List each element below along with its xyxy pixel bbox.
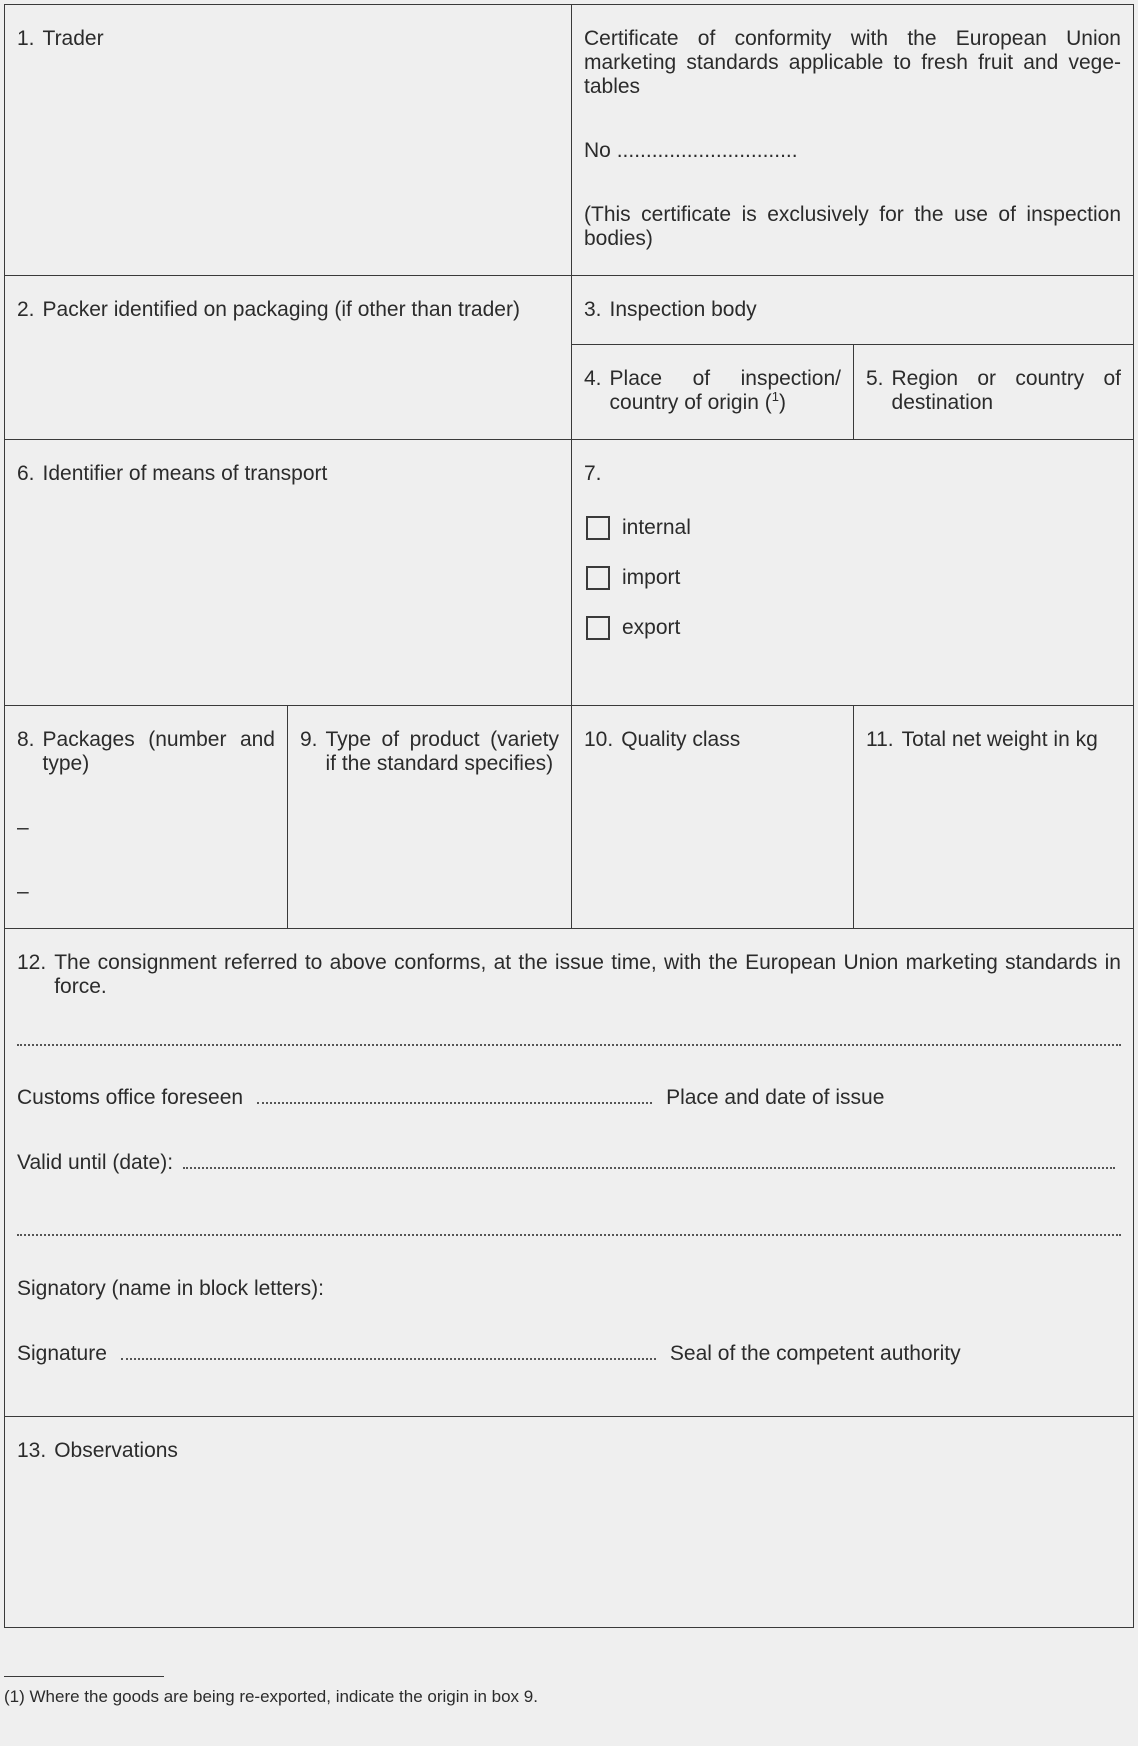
footnote-text: Where the goods are being re-exported, indicate the origin in box 9.	[29, 1687, 538, 1706]
box-number: 7.	[584, 462, 602, 485]
box-label: Quality class	[621, 728, 741, 751]
signature-field[interactable]	[121, 1358, 656, 1360]
valid-row	[17, 1151, 1121, 1175]
signatory-label: Signatory (name in block letters):	[17, 1277, 324, 1300]
box-label: Observations	[54, 1439, 178, 1462]
signature-label: Signature	[17, 1342, 107, 1365]
box-11-net-weight[interactable]	[853, 705, 1134, 929]
footnote-marker: (1)	[4, 1687, 25, 1706]
box-9-product-type[interactable]	[287, 705, 572, 929]
box-5-destination[interactable]	[853, 344, 1134, 440]
box-7-movement-type	[571, 439, 1134, 706]
checkbox-internal[interactable]	[584, 516, 1121, 540]
number-label: No	[584, 139, 611, 162]
box-label: Packages (number and type)	[42, 728, 275, 775]
box-6-transport[interactable]	[4, 439, 572, 706]
checkbox-export[interactable]	[584, 616, 1121, 640]
customs-label: Customs office foreseen	[17, 1086, 244, 1109]
checkbox-label: import	[622, 566, 681, 589]
place-date-label: Place and date of issue	[666, 1086, 885, 1109]
box-label: Region or country of destination	[891, 367, 1121, 414]
box-number: 13.	[17, 1439, 47, 1462]
checkbox-square-icon[interactable]	[586, 616, 610, 640]
box-number: 8.	[17, 728, 35, 751]
box-3-inspection-body[interactable]	[571, 275, 1134, 345]
checkbox-import[interactable]	[584, 566, 1121, 590]
checkbox-square-icon[interactable]	[586, 516, 610, 540]
box-label: Type of product (variety if the standard specifies)	[325, 728, 559, 775]
box-number: 3.	[584, 298, 602, 321]
box-label: The consignment referred to above conforms, at the issue time, with the European Union marketing standards in force.	[54, 951, 1121, 998]
box-4-place-of-inspection[interactable]	[571, 344, 854, 440]
box-number: 12.	[17, 951, 47, 974]
valid-label: Valid until (date):	[17, 1151, 174, 1174]
dotted-line[interactable]	[17, 1234, 1121, 1236]
box-number: 6.	[17, 462, 35, 485]
certificate-number[interactable]	[584, 139, 1121, 163]
box-label: Inspection body	[609, 298, 757, 321]
box-10-quality-class[interactable]	[571, 705, 854, 929]
checkbox-label: internal	[622, 516, 691, 539]
box-label: Place of inspection/ country of origin (	[609, 367, 841, 414]
box-13-observations[interactable]	[4, 1416, 1134, 1628]
box-label: Identifier of means of transport	[42, 462, 328, 485]
list-item: –	[17, 816, 29, 839]
box-2-packer[interactable]	[4, 275, 572, 440]
customs-row	[17, 1086, 1121, 1110]
footnote-rule	[4, 1676, 164, 1677]
box-label: Trader	[42, 27, 104, 50]
footnote-ref: 1	[771, 389, 779, 404]
checkbox-label: export	[622, 616, 681, 639]
box-number: 9.	[300, 728, 318, 751]
box-number: 2.	[17, 298, 35, 321]
certificate-form	[4, 4, 1134, 1624]
box-label-close: )	[779, 391, 786, 414]
certificate-title: Certificate of conformity with the European Union marketing standards applicable to fresh fruit and vege-tables	[584, 27, 1121, 98]
box-12-conformity	[4, 928, 1134, 1417]
dotted-line[interactable]	[17, 1044, 1121, 1046]
signature-row	[17, 1342, 1121, 1366]
box-number: 1.	[17, 27, 35, 50]
box-number: 4.	[584, 367, 602, 390]
box-1-trader[interactable]	[4, 4, 572, 276]
footnote	[4, 1676, 1134, 1707]
list-item: –	[17, 880, 29, 903]
certificate-note: (This certificate is exclusively for the use of inspection bodies)	[584, 203, 1121, 250]
box-label: Total net weight in kg	[901, 728, 1098, 751]
box-number: 10.	[584, 728, 614, 751]
customs-field[interactable]	[257, 1102, 652, 1104]
box-label: Packer identified on packaging (if other than trader)	[42, 298, 520, 321]
seal-label: Seal of the competent authority	[669, 1342, 961, 1365]
number-value: ...............................	[616, 139, 798, 162]
certificate-header	[571, 4, 1134, 276]
box-number: 11.	[866, 728, 894, 751]
box-number: 5.	[866, 367, 884, 390]
valid-field[interactable]	[183, 1167, 1115, 1169]
box-8-packages[interactable]	[4, 705, 288, 929]
checkbox-square-icon[interactable]	[586, 566, 610, 590]
